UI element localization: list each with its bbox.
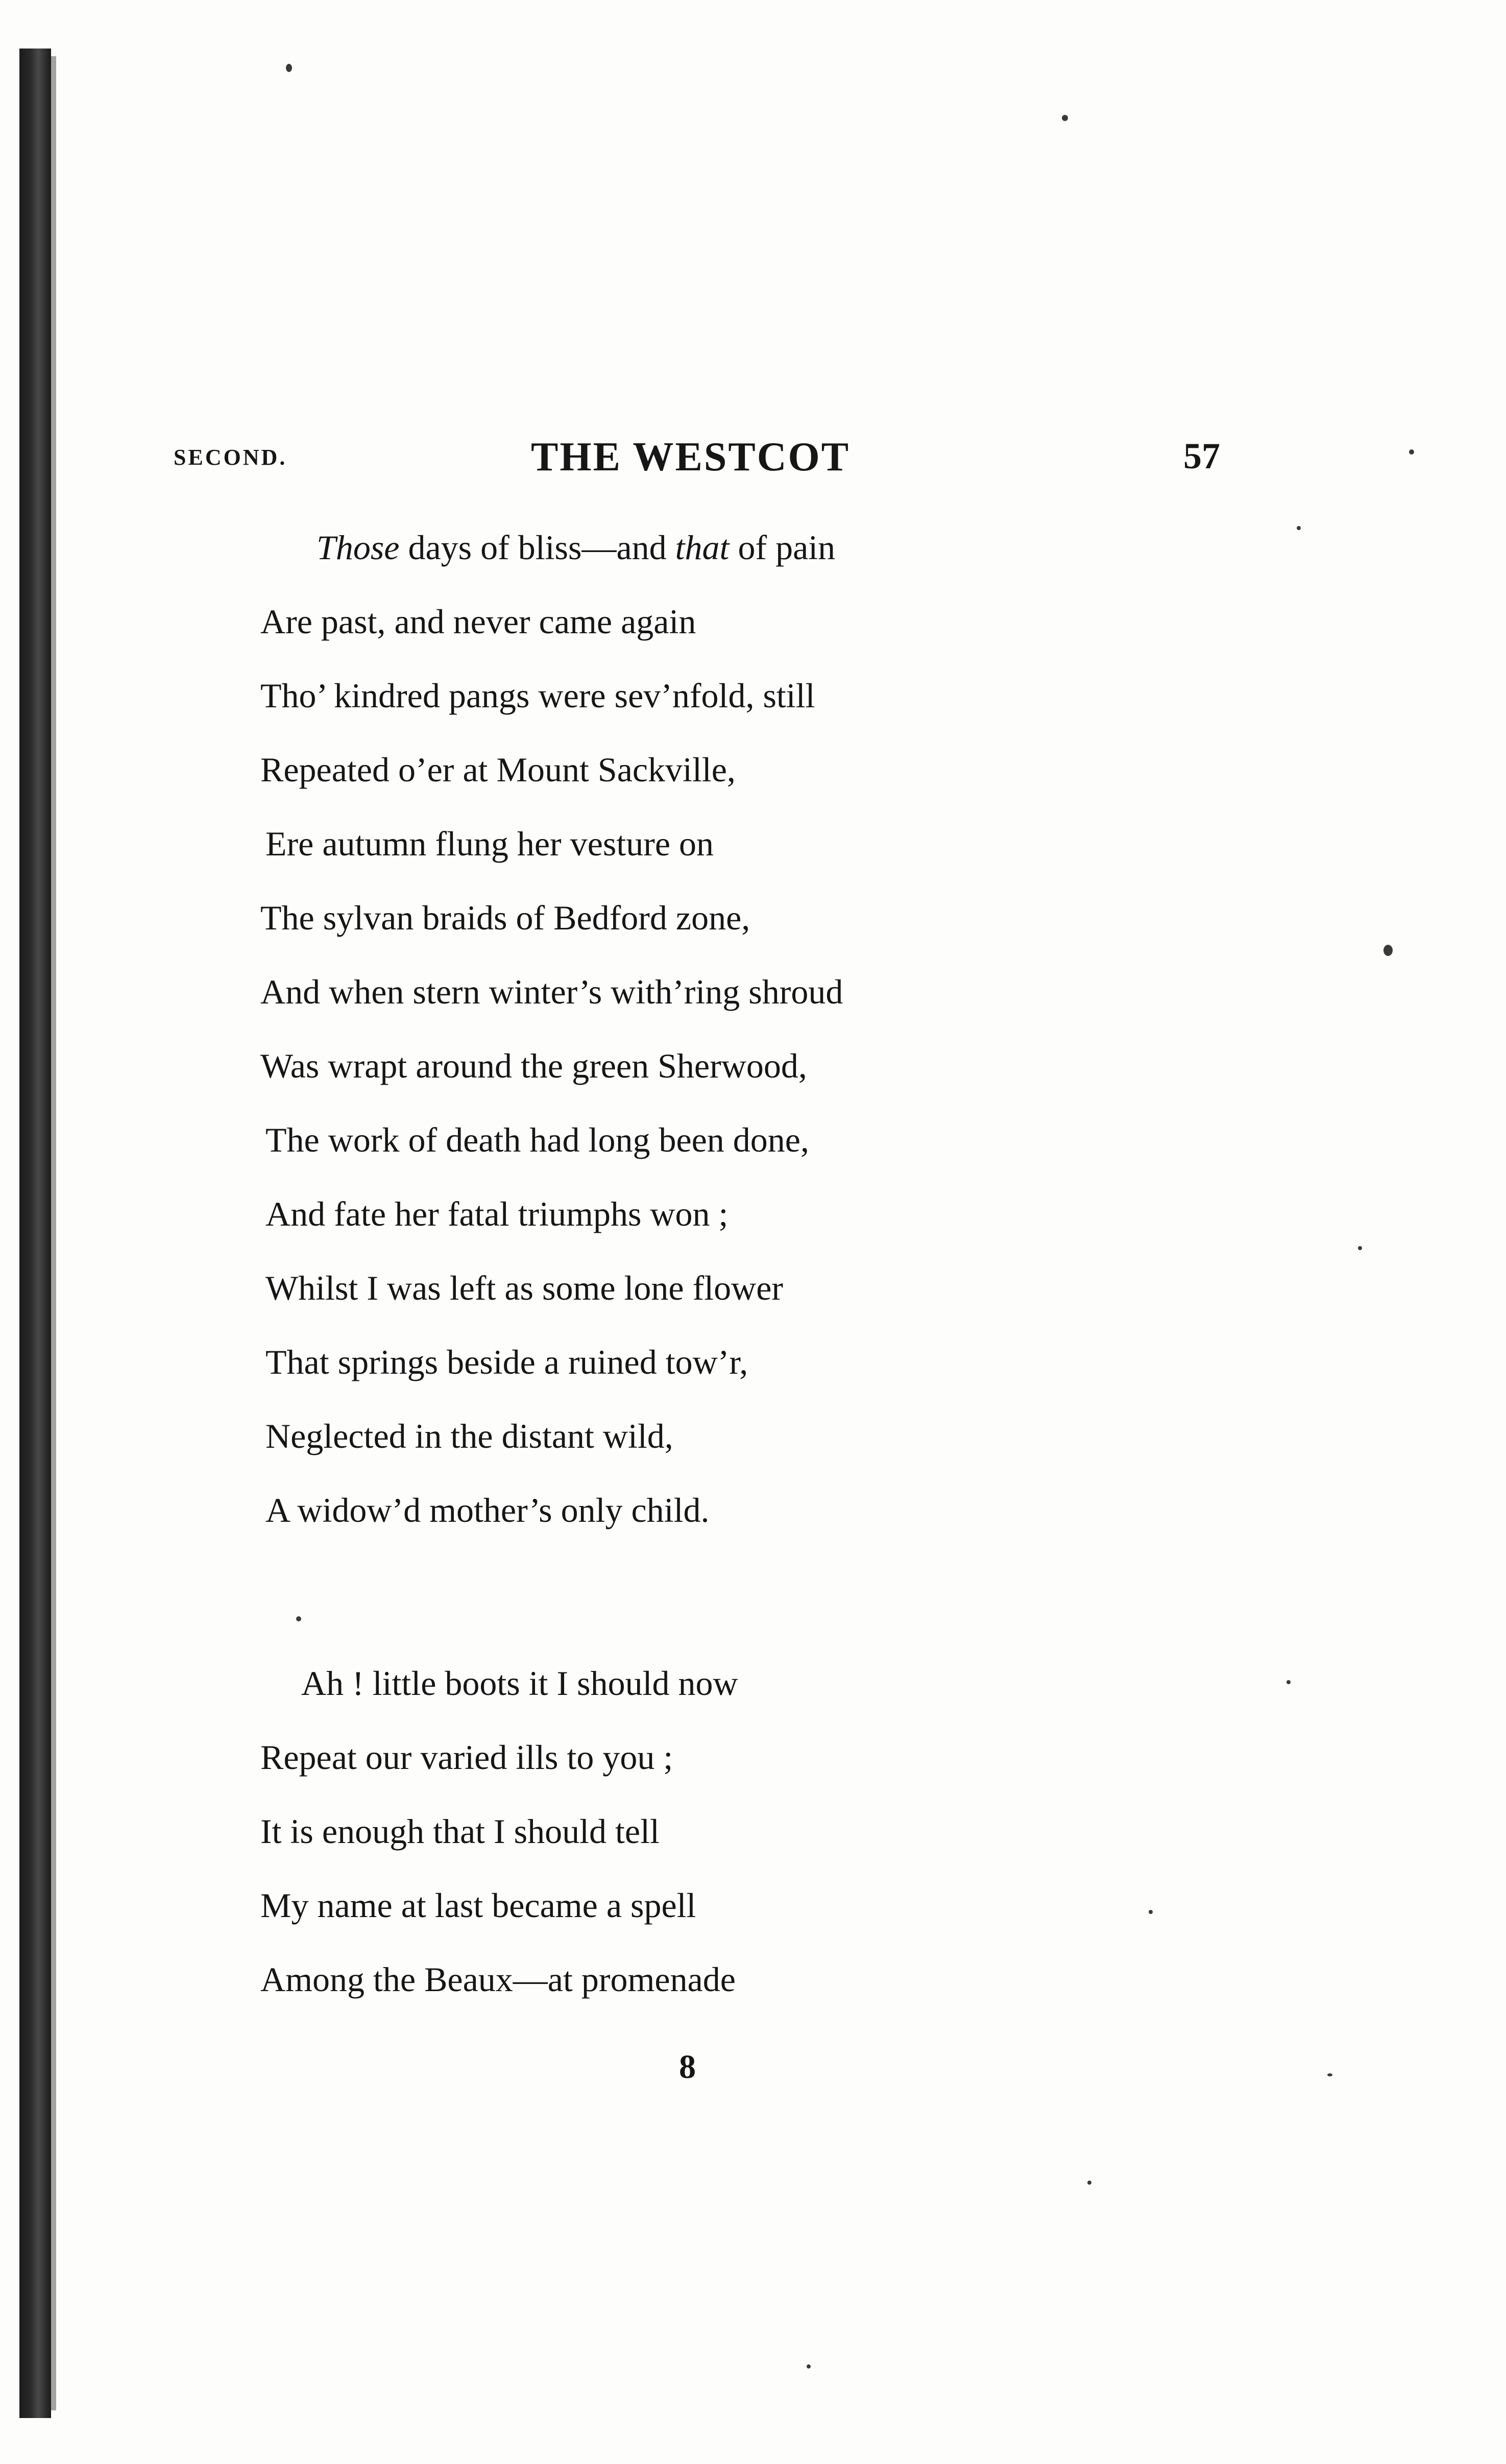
verse-line: The work of death had long been done, [265, 1120, 809, 1159]
verse-line: Whilst I was left as some lone flower [265, 1269, 784, 1307]
verse-line: It is enough that I should tell [260, 1812, 660, 1851]
scan-speck [1327, 2073, 1332, 2076]
book-binding-edge [19, 49, 51, 2418]
verse-line: My name at last became a spell [260, 1886, 696, 1925]
scan-speck [1383, 945, 1393, 956]
signature-mark: 8 [679, 2048, 696, 2086]
verse-text: of pain [729, 528, 836, 567]
binding-shadow [51, 56, 56, 2410]
scan-speck [296, 1616, 301, 1621]
verse-line: Repeated o’er at Mount Sackville, [260, 750, 736, 789]
scan-speck [1149, 1910, 1153, 1914]
scan-speck [1409, 449, 1414, 454]
verse-line: Among the Beaux—at promenade [260, 1960, 736, 1999]
verse-line: And when stern winter’s with’ring shroud [260, 972, 843, 1011]
verse-line: Repeat our varied ills to you ; [260, 1738, 673, 1777]
scan-speck [1087, 2181, 1091, 2185]
page-number: 57 [1183, 436, 1220, 476]
running-header [0, 434, 1506, 480]
verse-line: And fate her fatal triumphs won ; [265, 1194, 728, 1233]
scan-speck [1297, 526, 1301, 530]
scan-speck [1286, 1680, 1291, 1684]
verse-line: Tho’ kindred pangs were sev’nfold, still [260, 676, 815, 715]
scan-speck [807, 2364, 811, 2369]
verse-italic-word: that [675, 528, 730, 567]
verse-line: That springs beside a ruined tow’r, [265, 1343, 748, 1381]
verse-line: Was wrapt around the green Sherwood, [260, 1046, 807, 1085]
running-head-left: SECOND. [174, 445, 287, 470]
verse-italic-word: Those [317, 528, 400, 567]
running-title: THE WESTCOT [531, 435, 851, 480]
scan-speck [1062, 115, 1068, 121]
verse-line: Ah ! little boots it I should now [301, 1664, 738, 1703]
verse-line: Are past, and never came again [260, 602, 696, 641]
verse-text: days of bliss—and [399, 528, 675, 567]
scan-speck [286, 64, 292, 72]
verse-line: A widow’d mother’s only child. [265, 1491, 710, 1529]
verse-line: Neglected in the distant wild, [265, 1417, 673, 1455]
verse-line [317, 530, 835, 565]
scan-speck [1358, 1246, 1362, 1250]
verse-line: Ere autumn flung her vesture on [265, 824, 714, 863]
verse-line: The sylvan braids of Bedford zone, [260, 898, 750, 937]
